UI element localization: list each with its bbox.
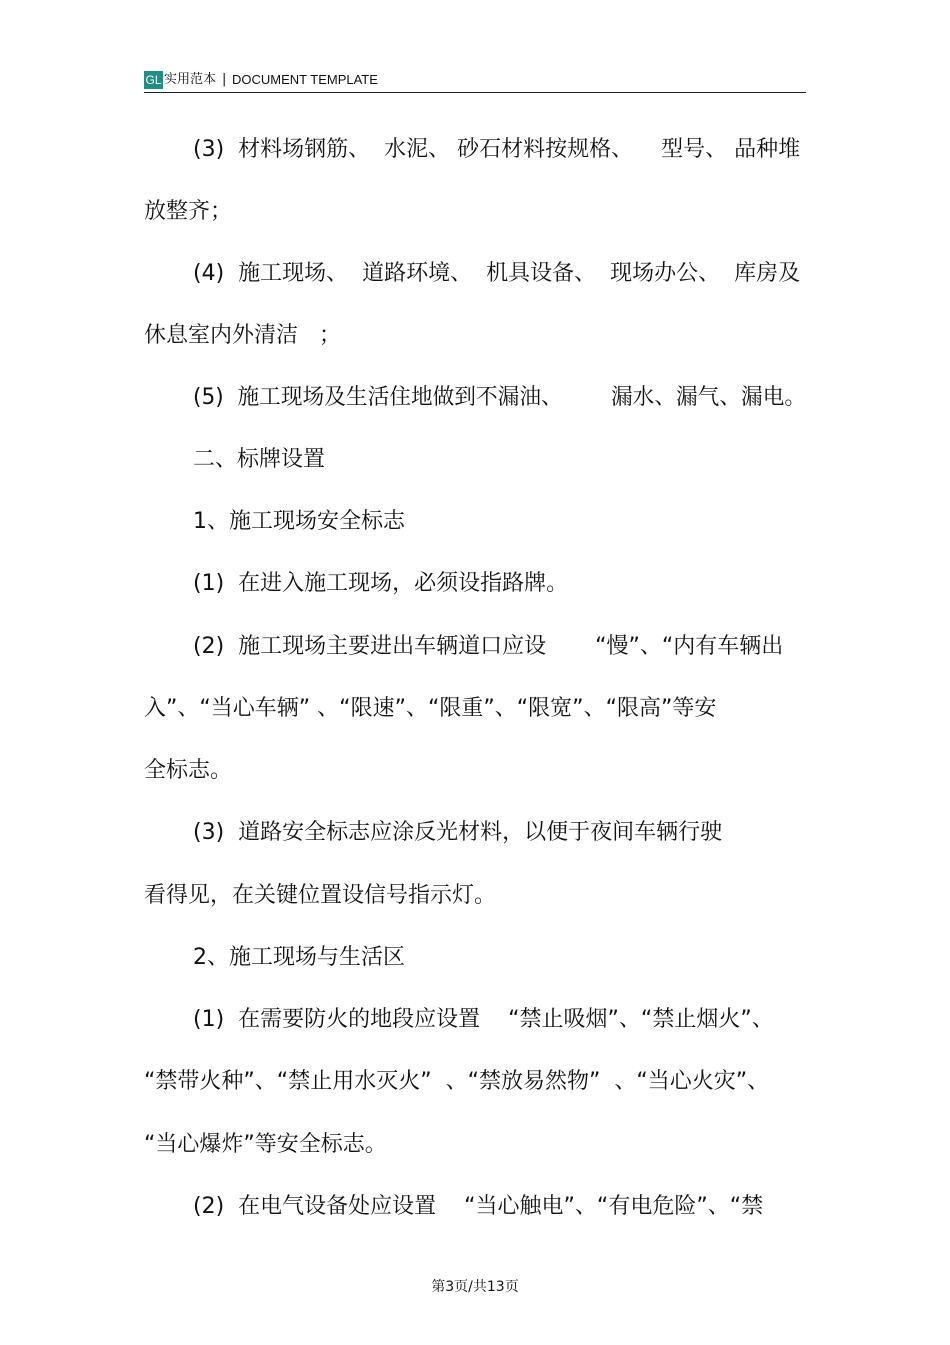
text-line: (2) 在电气设备处应设置 “当心触电”、“有电危险”、“禁	[193, 1194, 764, 1219]
text-line: 放整齐；	[144, 199, 233, 224]
header-title: 实用范本	[164, 72, 217, 87]
text-line: 休息室内外清洁 ；	[144, 323, 341, 348]
text-line: (3) 材料场钢筋、 水泥、 砂石材料按规格、 型号、 品种堆	[193, 137, 801, 162]
text-line: (3) 道路安全标志应涂反光材料，以便于夜间车辆行驶	[193, 820, 723, 845]
text-line: 全标志。	[144, 758, 233, 783]
page-number: 第3页/共13页	[431, 1279, 519, 1295]
text-line: 看得见，在关键位置设信号指示灯。	[144, 883, 497, 908]
gl-logo: GL	[145, 73, 162, 87]
text-line: (2) 施工现场主要进出车辆道口应设 “慢”、“内有车辆出	[193, 634, 784, 659]
text-line: 入”、“当心车辆” 、“限速”、“限重”、“限宽”、“限高”等安	[144, 696, 717, 721]
text-line: (1) 在需要防火的地段应设置 “禁止吸烟”、“禁止烟火”、	[193, 1007, 774, 1032]
subsection-heading: 1、施工现场安全标志	[193, 509, 405, 534]
header-separator: |	[222, 72, 227, 87]
text-line: (5) 施工现场及生活住地做到不漏油、 漏水、漏气、漏电。	[193, 385, 807, 410]
text-line: “当心爆炸”等安全标志。	[144, 1132, 387, 1157]
header-subtitle: DOCUMENT TEMPLATE	[232, 72, 378, 87]
text-line: “禁带火种”、“禁止用水灭火” 、“禁放易然物” 、“当心火灾”、	[144, 1069, 770, 1094]
subsection-heading: 2、施工现场与生活区	[193, 945, 405, 970]
section-heading: 二、标牌设置	[193, 447, 326, 472]
text-line: (4) 施工现场、 道路环境、 机具设备、 现场办公、 库房及	[193, 261, 801, 286]
text-line: (1) 在进入施工现场，必须设指路牌。	[193, 571, 569, 596]
page-header	[144, 70, 806, 93]
